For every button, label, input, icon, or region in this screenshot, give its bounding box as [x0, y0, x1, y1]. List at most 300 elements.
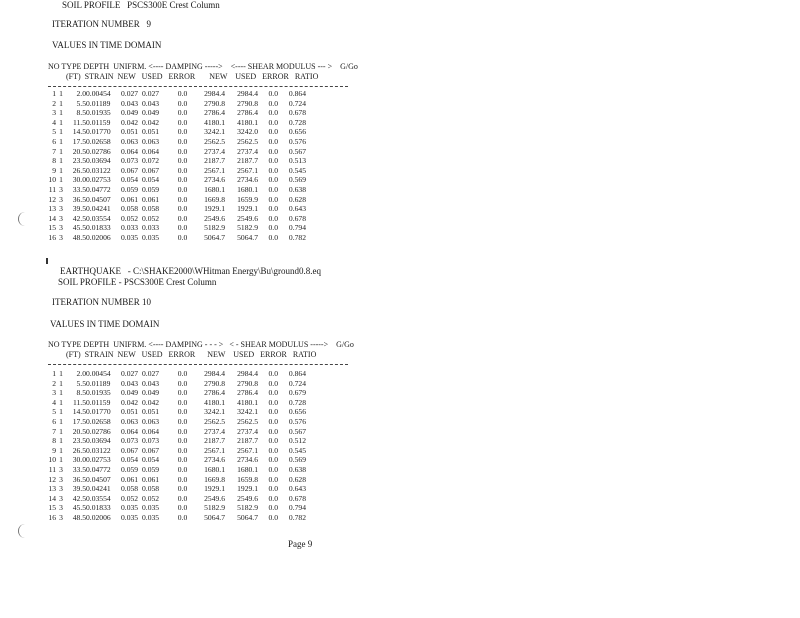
- damping-used-cell: 0.067: [142, 165, 160, 175]
- shear-modulus-error-cell: 0.0: [268, 378, 278, 388]
- g-go-ratio-cell: 0.628: [288, 474, 306, 484]
- damping-new-cell: 0.058: [121, 484, 139, 494]
- depth-cell: 48.5: [72, 512, 86, 522]
- layer-type-cell: 3: [59, 512, 63, 522]
- layer-no-cell: 12: [48, 194, 56, 204]
- layer-type-cell: 3: [59, 232, 63, 242]
- table-row: [44, 195, 306, 205]
- damping-error-cell: 0.0: [177, 369, 188, 378]
- layer-type-cell: 3: [59, 484, 63, 494]
- damping-error-cell: 0.0: [177, 388, 188, 398]
- damping-new-cell: 0.027: [121, 369, 139, 378]
- damping-new-cell: 0.042: [121, 397, 139, 407]
- table-row: [44, 127, 306, 137]
- layer-no-cell: 7: [52, 426, 56, 436]
- shear-modulus-used-cell: 2734.6: [237, 175, 258, 185]
- g-go-ratio-cell: 0.576: [288, 136, 306, 146]
- layer-type-cell: 1: [59, 416, 63, 426]
- depth-cell: 42.5: [72, 213, 86, 223]
- shear-modulus-new-cell: 5182.9: [204, 223, 225, 233]
- column-header-line-1b: (FT) STRAIN NEW USED ERROR NEW USED ERROR RATIO: [66, 72, 319, 81]
- damping-used-cell: 0.067: [142, 445, 160, 455]
- shear-modulus-used-cell: 2737.4: [237, 426, 258, 436]
- shear-modulus-error-cell: 0.0: [268, 474, 278, 484]
- layer-no-cell: 8: [52, 156, 56, 166]
- table-row: [44, 118, 306, 128]
- uniform-strain-cell: 0.03694: [86, 156, 111, 166]
- table-row: [44, 175, 306, 185]
- damping-error-cell: 0.0: [177, 108, 188, 118]
- earthquake-line: EARTHQUAKE - C:\SHAKE2000\WHitman Energy\Bu\ground0.8.eq: [60, 266, 322, 276]
- table-row: [44, 475, 306, 485]
- shear-modulus-new-cell: 2984.4: [204, 369, 225, 378]
- damping-error-cell: 0.0: [177, 493, 188, 503]
- damping-error-cell: 0.0: [177, 223, 188, 233]
- shear-modulus-used-cell: 2567.1: [237, 165, 258, 175]
- shear-modulus-new-cell: 5064.7: [204, 512, 225, 522]
- uniform-strain-cell: 0.02786: [86, 426, 111, 436]
- damping-used-cell: 0.049: [142, 108, 160, 118]
- layer-no-cell: 3: [52, 108, 56, 118]
- depth-cell: 5.5: [76, 98, 86, 108]
- table-row: [44, 89, 306, 99]
- layer-type-cell: 1: [59, 436, 63, 446]
- layer-no-cell: 5: [52, 407, 56, 417]
- shear-modulus-used-cell: 5182.9: [237, 503, 258, 513]
- shear-modulus-error-cell: 0.0: [268, 136, 278, 146]
- shear-modulus-error-cell: 0.0: [268, 213, 278, 223]
- shear-modulus-used-cell: 2567.1: [237, 445, 258, 455]
- damping-used-cell: 0.073: [142, 436, 160, 446]
- g-go-ratio-cell: 0.576: [288, 416, 306, 426]
- g-go-ratio-cell: 0.782: [288, 512, 306, 522]
- shear-modulus-new-cell: 3242.1: [204, 407, 225, 417]
- shear-modulus-used-cell: 2984.4: [237, 89, 258, 98]
- shear-modulus-new-cell: 2562.5: [204, 136, 225, 146]
- g-go-ratio-cell: 0.864: [288, 89, 306, 98]
- g-go-ratio-cell: 0.569: [288, 175, 306, 185]
- layer-type-cell: 1: [59, 369, 63, 378]
- damping-error-cell: 0.0: [177, 407, 188, 417]
- uniform-strain-cell: 0.02786: [86, 146, 111, 156]
- uniform-strain-cell: 0.01770: [86, 407, 111, 417]
- table-row: [44, 503, 306, 513]
- damping-new-cell: 0.035: [121, 512, 139, 522]
- damping-error-cell: 0.0: [177, 397, 188, 407]
- uniform-strain-cell: 0.01770: [86, 127, 111, 137]
- damping-new-cell: 0.064: [121, 146, 139, 156]
- table-row: [44, 427, 306, 437]
- shear-modulus-error-cell: 0.0: [268, 223, 278, 233]
- layer-no-cell: 1: [52, 89, 56, 98]
- depth-cell: 14.5: [72, 407, 86, 417]
- damping-used-cell: 0.049: [142, 388, 160, 398]
- table-row: [44, 407, 306, 417]
- g-go-ratio-cell: 0.678: [288, 213, 306, 223]
- header-underline-2: [48, 364, 348, 365]
- g-go-ratio-cell: 0.678: [288, 108, 306, 118]
- shear-modulus-new-cell: 1669.8: [204, 194, 225, 204]
- uniform-strain-cell: 0.04507: [86, 474, 111, 484]
- damping-used-cell: 0.059: [142, 184, 160, 194]
- layer-no-cell: 16: [48, 512, 56, 522]
- layer-type-cell: 1: [59, 136, 63, 146]
- layer-type-cell: 3: [59, 474, 63, 484]
- column-header-line-1a: NO TYPE DEPTH UNIFRM. <---- DAMPING -----> <---- SHEAR MODULUS --- > G/Go: [48, 62, 358, 71]
- shear-modulus-used-cell: 1929.1: [237, 484, 258, 494]
- layer-no-cell: 4: [52, 397, 56, 407]
- damping-new-cell: 0.073: [121, 156, 139, 166]
- damping-new-cell: 0.052: [121, 213, 139, 223]
- depth-cell: 20.5: [72, 146, 86, 156]
- shear-modulus-error-cell: 0.0: [268, 493, 278, 503]
- shear-modulus-error-cell: 0.0: [268, 464, 278, 474]
- g-go-ratio-cell: 0.782: [288, 232, 306, 242]
- table-row: [44, 214, 306, 224]
- uniform-strain-cell: 0.02658: [86, 416, 111, 426]
- depth-cell: 23.5: [72, 156, 86, 166]
- damping-used-cell: 0.059: [142, 464, 160, 474]
- shear-modulus-error-cell: 0.0: [268, 503, 278, 513]
- table-row: [44, 156, 306, 166]
- shear-modulus-new-cell: 1680.1: [204, 464, 225, 474]
- table-row: [44, 147, 306, 157]
- damping-used-cell: 0.058: [142, 204, 160, 214]
- shear-modulus-error-cell: 0.0: [268, 108, 278, 118]
- depth-cell: 8.5: [76, 388, 86, 398]
- shear-modulus-used-cell: 2734.6: [237, 455, 258, 465]
- g-go-ratio-cell: 0.724: [288, 378, 306, 388]
- layer-no-cell: 9: [52, 165, 56, 175]
- damping-new-cell: 0.042: [121, 117, 139, 127]
- shear-modulus-error-cell: 0.0: [268, 127, 278, 137]
- damping-used-cell: 0.035: [142, 512, 160, 522]
- layer-type-cell: 1: [59, 156, 63, 166]
- shear-modulus-new-cell: 2984.4: [204, 89, 225, 98]
- damping-used-cell: 0.043: [142, 98, 160, 108]
- uniform-strain-cell: 0.03694: [86, 436, 111, 446]
- shear-modulus-new-cell: 2737.4: [204, 426, 225, 436]
- damping-error-cell: 0.0: [177, 165, 188, 175]
- values-in-time-domain-2: VALUES IN TIME DOMAIN: [50, 319, 160, 329]
- values-in-time-domain-1: VALUES IN TIME DOMAIN: [52, 40, 162, 50]
- damping-new-cell: 0.063: [121, 136, 139, 146]
- shear-modulus-used-cell: 1929.1: [237, 204, 258, 214]
- table-row: [44, 446, 306, 456]
- shear-modulus-new-cell: 1680.1: [204, 184, 225, 194]
- g-go-ratio-cell: 0.512: [288, 436, 306, 446]
- shear-modulus-new-cell: 2737.4: [204, 146, 225, 156]
- uniform-strain-cell: 0.04772: [86, 184, 111, 194]
- layer-no-cell: 1: [52, 369, 56, 378]
- iteration-number-line-1: ITERATION NUMBER 9: [52, 19, 151, 29]
- damping-used-cell: 0.064: [142, 146, 160, 156]
- table-row: [44, 417, 306, 427]
- g-go-ratio-cell: 0.545: [288, 165, 306, 175]
- shear-modulus-error-cell: 0.0: [268, 146, 278, 156]
- shear-modulus-used-cell: 1659.8: [237, 474, 258, 484]
- binder-hole-mark-2: [18, 524, 25, 538]
- column-header-line-2b: (FT) STRAIN NEW USED ERROR NEW USED ERROR RATIO: [66, 350, 317, 359]
- shear-modulus-used-cell: 2187.7: [237, 156, 258, 166]
- shear-modulus-used-cell: 1659.9: [237, 194, 258, 204]
- g-go-ratio-cell: 0.638: [288, 184, 306, 194]
- layer-no-cell: 6: [52, 416, 56, 426]
- layer-type-cell: 1: [59, 388, 63, 398]
- damping-new-cell: 0.035: [121, 503, 139, 513]
- uniform-strain-cell: 0.03122: [86, 165, 111, 175]
- table-row: [44, 204, 306, 214]
- table-row: [44, 494, 306, 504]
- layer-type-cell: 1: [59, 378, 63, 388]
- soil-profile-line-2: SOIL PROFILE - PSCS300E Crest Column: [58, 277, 217, 287]
- shear-modulus-new-cell: 3242.1: [204, 127, 225, 137]
- shear-modulus-new-cell: 2786.4: [204, 108, 225, 118]
- table-row: [44, 398, 306, 408]
- shear-modulus-new-cell: 1929.1: [204, 204, 225, 214]
- layer-no-cell: 13: [48, 204, 56, 214]
- depth-cell: 45.5: [72, 223, 86, 233]
- damping-new-cell: 0.049: [121, 388, 139, 398]
- depth-cell: 33.5: [72, 184, 86, 194]
- depth-cell: 11.5: [72, 397, 86, 407]
- table-row: [44, 223, 306, 233]
- damping-error-cell: 0.0: [177, 445, 188, 455]
- g-go-ratio-cell: 0.628: [288, 194, 306, 204]
- damping-new-cell: 0.052: [121, 493, 139, 503]
- shear-modulus-used-cell: 2737.4: [237, 146, 258, 156]
- damping-error-cell: 0.0: [177, 127, 188, 137]
- uniform-strain-cell: 0.04507: [86, 194, 111, 204]
- damping-new-cell: 0.064: [121, 426, 139, 436]
- layer-no-cell: 11: [48, 464, 56, 474]
- table-row: [44, 369, 306, 379]
- damping-new-cell: 0.061: [121, 474, 139, 484]
- depth-cell: 2.0: [76, 89, 86, 98]
- layer-type-cell: 3: [59, 464, 63, 474]
- damping-error-cell: 0.0: [177, 426, 188, 436]
- shear-modulus-error-cell: 0.0: [268, 175, 278, 185]
- table-row: [44, 233, 306, 243]
- layer-type-cell: 1: [59, 146, 63, 156]
- depth-cell: 26.5: [72, 445, 86, 455]
- damping-error-cell: 0.0: [177, 117, 188, 127]
- shear-modulus-error-cell: 0.0: [268, 416, 278, 426]
- damping-error-cell: 0.0: [177, 213, 188, 223]
- layer-no-cell: 6: [52, 136, 56, 146]
- damping-error-cell: 0.0: [177, 512, 188, 522]
- uniform-strain-cell: 0.04241: [86, 204, 111, 214]
- damping-used-cell: 0.072: [142, 156, 160, 166]
- damping-error-cell: 0.0: [177, 184, 188, 194]
- shear-modulus-used-cell: 2187.7: [237, 436, 258, 446]
- shear-modulus-error-cell: 0.0: [268, 407, 278, 417]
- layer-no-cell: 11: [48, 184, 56, 194]
- damping-new-cell: 0.027: [121, 89, 139, 98]
- g-go-ratio-cell: 0.643: [288, 484, 306, 494]
- depth-cell: 45.5: [72, 503, 86, 513]
- shear-modulus-used-cell: 2549.6: [237, 213, 258, 223]
- iteration-9-table: [44, 89, 306, 243]
- shear-modulus-new-cell: 2734.6: [204, 455, 225, 465]
- layer-type-cell: 1: [59, 98, 63, 108]
- shear-modulus-error-cell: 0.0: [268, 89, 278, 98]
- damping-error-cell: 0.0: [177, 156, 188, 166]
- uniform-strain-cell: 0.03554: [86, 493, 111, 503]
- shear-modulus-new-cell: 2562.5: [204, 416, 225, 426]
- damping-used-cell: 0.042: [142, 117, 160, 127]
- layer-type-cell: 3: [59, 503, 63, 513]
- damping-error-cell: 0.0: [177, 464, 188, 474]
- g-go-ratio-cell: 0.678: [288, 493, 306, 503]
- layer-type-cell: 1: [59, 397, 63, 407]
- depth-cell: 23.5: [72, 436, 86, 446]
- damping-new-cell: 0.058: [121, 204, 139, 214]
- damping-new-cell: 0.073: [121, 436, 139, 446]
- table-row: [44, 513, 306, 523]
- g-go-ratio-cell: 0.679: [288, 388, 306, 398]
- layer-type-cell: 3: [59, 204, 63, 214]
- shear-modulus-new-cell: 2187.7: [204, 436, 225, 446]
- layer-type-cell: 1: [59, 117, 63, 127]
- shear-modulus-error-cell: 0.0: [268, 484, 278, 494]
- layer-no-cell: 8: [52, 436, 56, 446]
- shear-modulus-used-cell: 3242.1: [237, 407, 258, 417]
- shear-modulus-used-cell: 2549.6: [237, 493, 258, 503]
- layer-type-cell: 1: [59, 455, 63, 465]
- layer-no-cell: 5: [52, 127, 56, 137]
- layer-type-cell: 1: [59, 127, 63, 137]
- shear-modulus-used-cell: 1680.1: [237, 184, 258, 194]
- damping-new-cell: 0.067: [121, 165, 139, 175]
- damping-used-cell: 0.027: [142, 89, 160, 98]
- shear-modulus-new-cell: 5182.9: [204, 503, 225, 513]
- layer-no-cell: 15: [48, 503, 56, 513]
- binder-hole-mark-1: [18, 212, 25, 226]
- damping-used-cell: 0.033: [142, 223, 160, 233]
- shear-modulus-error-cell: 0.0: [268, 388, 278, 398]
- shear-modulus-error-cell: 0.0: [268, 117, 278, 127]
- damping-used-cell: 0.051: [142, 407, 160, 417]
- depth-cell: 39.5: [72, 484, 86, 494]
- depth-cell: 11.5: [72, 117, 86, 127]
- layer-type-cell: 1: [59, 407, 63, 417]
- layer-no-cell: 2: [52, 378, 56, 388]
- uniform-strain-cell: 0.00454: [86, 89, 111, 98]
- shear-modulus-used-cell: 2562.5: [237, 136, 258, 146]
- depth-cell: 2.0: [76, 369, 86, 378]
- scan-mark: [46, 258, 48, 264]
- shear-modulus-new-cell: 2567.1: [204, 165, 225, 175]
- layer-no-cell: 14: [48, 213, 56, 223]
- table-row: [44, 108, 306, 118]
- shear-modulus-error-cell: 0.0: [268, 455, 278, 465]
- table-row: [44, 99, 306, 109]
- uniform-strain-cell: 0.01833: [86, 223, 111, 233]
- damping-error-cell: 0.0: [177, 136, 188, 146]
- shear-modulus-new-cell: 5064.7: [204, 232, 225, 242]
- depth-cell: 8.5: [76, 108, 86, 118]
- damping-error-cell: 0.0: [177, 474, 188, 484]
- shear-modulus-used-cell: 1680.1: [237, 464, 258, 474]
- uniform-strain-cell: 0.01189: [86, 378, 111, 388]
- uniform-strain-cell: 0.02753: [86, 455, 111, 465]
- damping-used-cell: 0.035: [142, 232, 160, 242]
- layer-type-cell: 3: [59, 493, 63, 503]
- depth-cell: 30.0: [72, 175, 86, 185]
- shear-modulus-error-cell: 0.0: [268, 184, 278, 194]
- damping-new-cell: 0.061: [121, 194, 139, 204]
- damping-used-cell: 0.043: [142, 378, 160, 388]
- shear-modulus-new-cell: 2567.1: [204, 445, 225, 455]
- iteration-10-table: [44, 369, 306, 523]
- uniform-strain-cell: 0.04241: [86, 484, 111, 494]
- damping-new-cell: 0.051: [121, 407, 139, 417]
- uniform-strain-cell: 0.02658: [86, 136, 111, 146]
- shear-modulus-used-cell: 5064.7: [237, 512, 258, 522]
- damping-new-cell: 0.059: [121, 464, 139, 474]
- damping-error-cell: 0.0: [177, 436, 188, 446]
- uniform-strain-cell: 0.02753: [86, 175, 111, 185]
- damping-used-cell: 0.052: [142, 493, 160, 503]
- damping-error-cell: 0.0: [177, 89, 188, 98]
- uniform-strain-cell: 0.01935: [86, 108, 111, 118]
- damping-used-cell: 0.052: [142, 213, 160, 223]
- g-go-ratio-cell: 0.794: [288, 223, 306, 233]
- layer-no-cell: 9: [52, 445, 56, 455]
- layer-no-cell: 2: [52, 98, 56, 108]
- damping-used-cell: 0.035: [142, 503, 160, 513]
- layer-no-cell: 10: [48, 455, 56, 465]
- damping-error-cell: 0.0: [177, 416, 188, 426]
- shear-modulus-new-cell: 2549.6: [204, 493, 225, 503]
- damping-error-cell: 0.0: [177, 146, 188, 156]
- table-row: [44, 455, 306, 465]
- layer-no-cell: 14: [48, 493, 56, 503]
- uniform-strain-cell: 0.01935: [86, 388, 111, 398]
- shear-modulus-error-cell: 0.0: [268, 426, 278, 436]
- shear-modulus-error-cell: 0.0: [268, 204, 278, 214]
- damping-new-cell: 0.063: [121, 416, 139, 426]
- shear-modulus-error-cell: 0.0: [268, 369, 278, 378]
- layer-type-cell: 1: [59, 445, 63, 455]
- depth-cell: 17.5: [72, 416, 86, 426]
- table-row: [44, 379, 306, 389]
- damping-used-cell: 0.063: [142, 416, 160, 426]
- depth-cell: 30.0: [72, 455, 86, 465]
- uniform-strain-cell: 0.01159: [86, 397, 111, 407]
- damping-error-cell: 0.0: [177, 378, 188, 388]
- uniform-strain-cell: 0.03554: [86, 213, 111, 223]
- shear-modulus-used-cell: 4180.1: [237, 397, 258, 407]
- shear-modulus-new-cell: 1929.1: [204, 484, 225, 494]
- uniform-strain-cell: 0.02006: [86, 232, 111, 242]
- depth-cell: 17.5: [72, 136, 86, 146]
- layer-type-cell: 1: [59, 108, 63, 118]
- layer-type-cell: 1: [59, 89, 63, 98]
- uniform-strain-cell: 0.00454: [86, 369, 111, 378]
- uniform-strain-cell: 0.04772: [86, 464, 111, 474]
- depth-cell: 36.5: [72, 474, 86, 484]
- shear-modulus-used-cell: 4180.1: [237, 117, 258, 127]
- damping-new-cell: 0.033: [121, 223, 139, 233]
- damping-used-cell: 0.064: [142, 426, 160, 436]
- damping-error-cell: 0.0: [177, 175, 188, 185]
- shear-modulus-new-cell: 2786.4: [204, 388, 225, 398]
- depth-cell: 26.5: [72, 165, 86, 175]
- shear-modulus-error-cell: 0.0: [268, 436, 278, 446]
- damping-used-cell: 0.061: [142, 474, 160, 484]
